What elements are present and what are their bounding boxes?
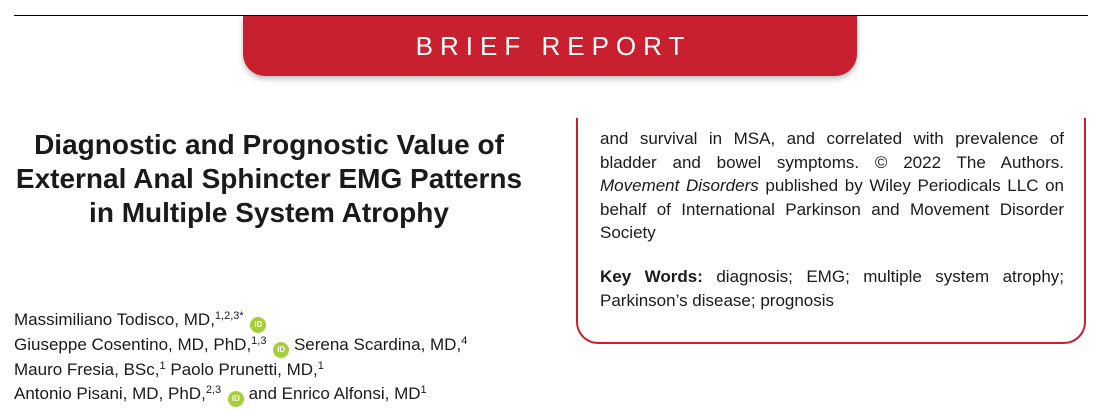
orcid-icon[interactable]: iD — [273, 342, 289, 358]
author-name: Giuseppe Cosentino, MD, PhD, — [14, 335, 252, 354]
banner-label: BRIEF REPORT — [415, 30, 692, 61]
author-affiliation: 1,2,3* — [214, 310, 244, 322]
keywords-label: Key Words: — [600, 267, 703, 286]
author-list — [14, 308, 574, 407]
author-affiliation: 4 — [461, 335, 468, 347]
author-affiliation: 1 — [317, 360, 324, 372]
abstract-text-after: published by Wiley Periodicals LLC on behalf of International Parkinson and Movement Disorder Society — [600, 176, 1064, 242]
author-name: Paolo Prunetti, MD, — [170, 360, 318, 379]
author-line — [14, 382, 574, 407]
keywords — [600, 265, 1064, 312]
author-affiliation: 1 — [420, 383, 427, 396]
section-banner — [243, 16, 857, 76]
orcid-icon[interactable]: iD — [228, 391, 244, 407]
author-affiliation: 2,3 — [205, 383, 222, 396]
author-name: Mauro Fresia, BSc, — [14, 360, 160, 379]
keywords-text: diagnosis; EMG; multiple system atrophy; Parkinson’s disease; prognosis — [600, 267, 1064, 310]
author-line — [14, 358, 574, 382]
author-line — [14, 333, 574, 358]
author-affiliation: 1,3 — [251, 335, 267, 347]
orcid-icon[interactable]: iD — [250, 317, 266, 333]
author-name: Serena Scardina, MD, — [293, 335, 462, 354]
abstract-text — [600, 127, 1064, 245]
author-line — [14, 308, 574, 333]
journal-name: Movement Disorders — [600, 176, 759, 195]
author-name: and Enrico Alfonsi, MD — [248, 383, 421, 403]
author-name: Antonio Pisani, MD, PhD, — [14, 383, 206, 403]
author-affiliation: 1 — [159, 360, 166, 372]
article-title: Diagnostic and Prognostic Value of External Anal Sphincter EMG Patterns in Multiple System Atrophy — [15, 129, 523, 228]
abstract-text-before: and survival in MSA, and correlated with prevalence of bladder and bowel symptoms. © 2022 The Authors. — [600, 129, 1064, 172]
author-name: Massimiliano Todisco, MD, — [14, 310, 215, 329]
